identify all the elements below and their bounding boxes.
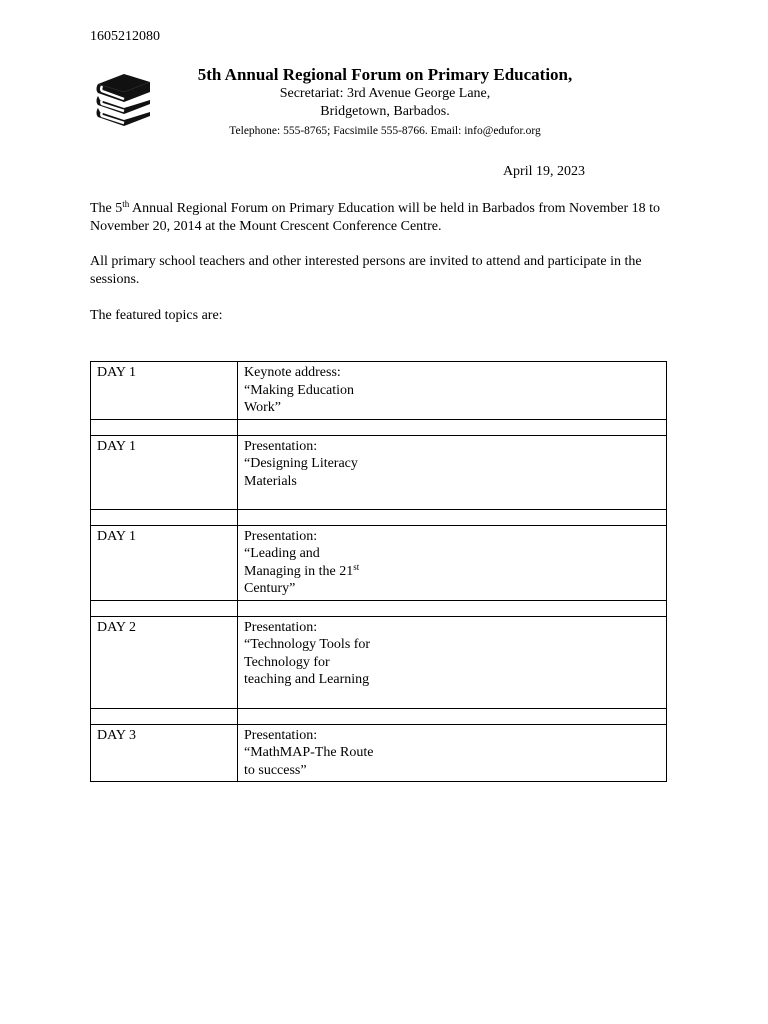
empty-cell bbox=[238, 419, 667, 435]
intro-paragraph bbox=[90, 200, 675, 236]
address-line-2: Bridgetown, Barbados. bbox=[320, 104, 450, 119]
table-row bbox=[91, 435, 667, 509]
topic-title: “Technology Tools for Technology for teaching and Learning bbox=[244, 637, 371, 687]
topic-title-end: Century” bbox=[244, 581, 296, 596]
empty-cell bbox=[238, 600, 667, 616]
topics-table bbox=[90, 361, 667, 782]
intro-text-start: The 5 bbox=[90, 201, 123, 216]
stacked-books-icon bbox=[94, 70, 154, 128]
table-spacer-row bbox=[91, 509, 667, 525]
day-cell: DAY 1 bbox=[91, 362, 238, 420]
table-row bbox=[91, 525, 667, 600]
topics-intro: The featured topics are: bbox=[90, 308, 223, 323]
document-id: 1605212080 bbox=[90, 29, 160, 44]
empty-cell bbox=[91, 600, 238, 616]
topic-cell bbox=[238, 724, 667, 782]
empty-cell bbox=[91, 708, 238, 724]
empty-cell bbox=[238, 509, 667, 525]
topic-cell bbox=[238, 362, 667, 420]
table-spacer-row bbox=[91, 708, 667, 724]
day-cell: DAY 3 bbox=[91, 724, 238, 782]
topic-type: Keynote address: bbox=[244, 365, 341, 380]
table-row bbox=[91, 616, 667, 708]
topic-title: “Making Education Work” bbox=[244, 382, 355, 415]
table-row bbox=[91, 362, 667, 420]
forum-title: 5th Annual Regional Forum on Primary Education, bbox=[197, 65, 573, 84]
topic-type: Presentation: bbox=[244, 619, 318, 635]
table-spacer-row bbox=[91, 600, 667, 616]
topic-cell bbox=[238, 525, 667, 600]
empty-cell bbox=[91, 419, 238, 435]
day-cell: DAY 1 bbox=[91, 435, 238, 509]
empty-cell bbox=[238, 708, 667, 724]
empty-cell bbox=[91, 509, 238, 525]
letterhead bbox=[170, 64, 600, 139]
day-cell: DAY 1 bbox=[91, 525, 238, 600]
ordinal-suffix: st bbox=[353, 561, 360, 572]
topic-cell bbox=[238, 616, 667, 708]
contact-line: Telephone: 555-8765; Facsimile 555-8766. Email: info@edufor.org bbox=[229, 125, 541, 137]
topic-type: Presentation: bbox=[244, 727, 318, 743]
topic-cell bbox=[238, 435, 667, 509]
table-spacer-row bbox=[91, 419, 667, 435]
topic-title bbox=[244, 545, 379, 598]
letter-date: April 19, 2023 bbox=[502, 164, 585, 179]
topic-title: “MathMAP-The Route to success” bbox=[244, 745, 374, 778]
table-row bbox=[91, 724, 667, 782]
topic-title-start: “Leading and Managing in the 21 bbox=[244, 546, 354, 579]
topic-type: Presentation: bbox=[244, 438, 318, 454]
address-line-1: Secretariat: 3rd Avenue George Lane, bbox=[279, 86, 491, 101]
invitation-paragraph: All primary school teachers and other interested persons are invited to attend and participate in the sessions. bbox=[90, 254, 642, 287]
day-cell: DAY 2 bbox=[91, 616, 238, 708]
topic-type: Presentation: bbox=[244, 528, 318, 544]
intro-text-end: Annual Regional Forum on Primary Education will be held in Barbados from November 18 to November 20, 2014 at the Mount Crescent Conference Centre. bbox=[90, 201, 661, 234]
ordinal-suffix: th bbox=[122, 199, 130, 210]
topic-title: “Designing Literacy Materials bbox=[244, 456, 358, 489]
